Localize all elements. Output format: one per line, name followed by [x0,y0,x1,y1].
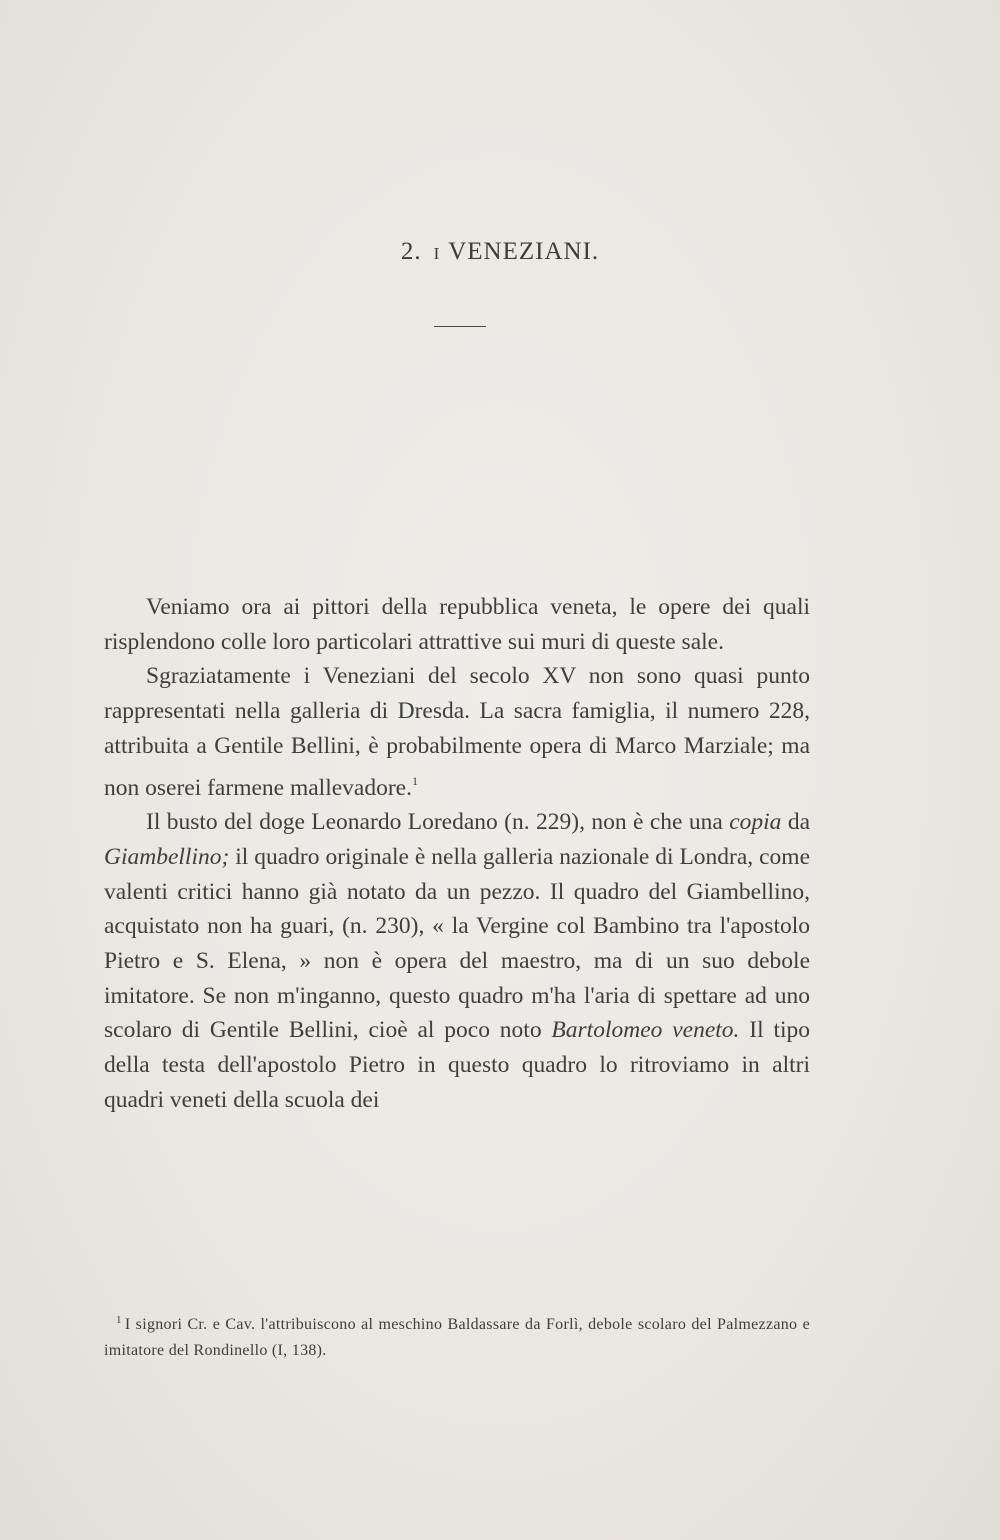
paragraph-3-part-4: Il tipo della testa dell'apostolo Pietro in questo quadro lo ritroviamo in altri quadri veneti della scuola dei [104,1017,811,1113]
body-text [104,590,810,1118]
footnote [104,1307,810,1364]
footnote-text: I signori Cr. e Cav. l'attribuiscono al meschino Baldassare da Forlì, debole scolaro del Palmezzano e imitatore del Rondinello (I, 138). [104,1316,810,1359]
paragraph-3-part-2: da [781,809,811,836]
paragraph-3-emphasis-3: Bartolomeo veneto. [551,1017,740,1044]
section-title: VENEZIANI. [448,238,600,265]
section-heading [0,238,1000,266]
paragraph-2-text: Sgraziatamente i Veneziani del secolo XV non sono quasi punto rappresentati nella galleria di Dresda. La sacra famiglia, il numero 228, attribuita a Gentile Bellini, è probabilmente opera di Marco Marziale; ma non oserei farmene mallevadore. [104,663,810,801]
paragraph-3-emphasis-2: Giambellino; [104,843,230,870]
footnote-reference: 1 [411,773,418,788]
paragraph-2 [104,659,810,805]
paragraph-3-part-3: il quadro originale è nella galleria nazionale di Londra, come valenti critici hanno già notato da un pezzo. Il quadro del Giambellino, acquistato non ha guari, (n. 230), « la Vergine col Bambino tra l'apostolo Pietro e S. Elena, » non è opera del maestro, ma di un suo debole imitatore. Se non m'inganno, questo quadro m'ha l'aria di spettare ad uno scolaro di Gentile Bellini, cioè al poco noto [104,843,810,1044]
paragraph-3-emphasis-1: copia [729,809,782,836]
footnote-mark: 1 [116,1314,122,1326]
paragraph-3 [104,805,810,1117]
footnote-paragraph [104,1307,810,1364]
heading-rule [434,326,486,327]
section-number: 2. [400,238,422,265]
paragraph-1-text: Veniamo ora ai pittori della repubblica veneta, le opere dei quali risplendono colle loro particolari attrattive sui muri di queste sale. [104,594,810,655]
section-article: I [433,244,441,263]
paragraph-1 [104,590,810,659]
paragraph-3-part-1: Il busto del doge Leonardo Loredano (n. 229), non è che una [146,809,730,836]
